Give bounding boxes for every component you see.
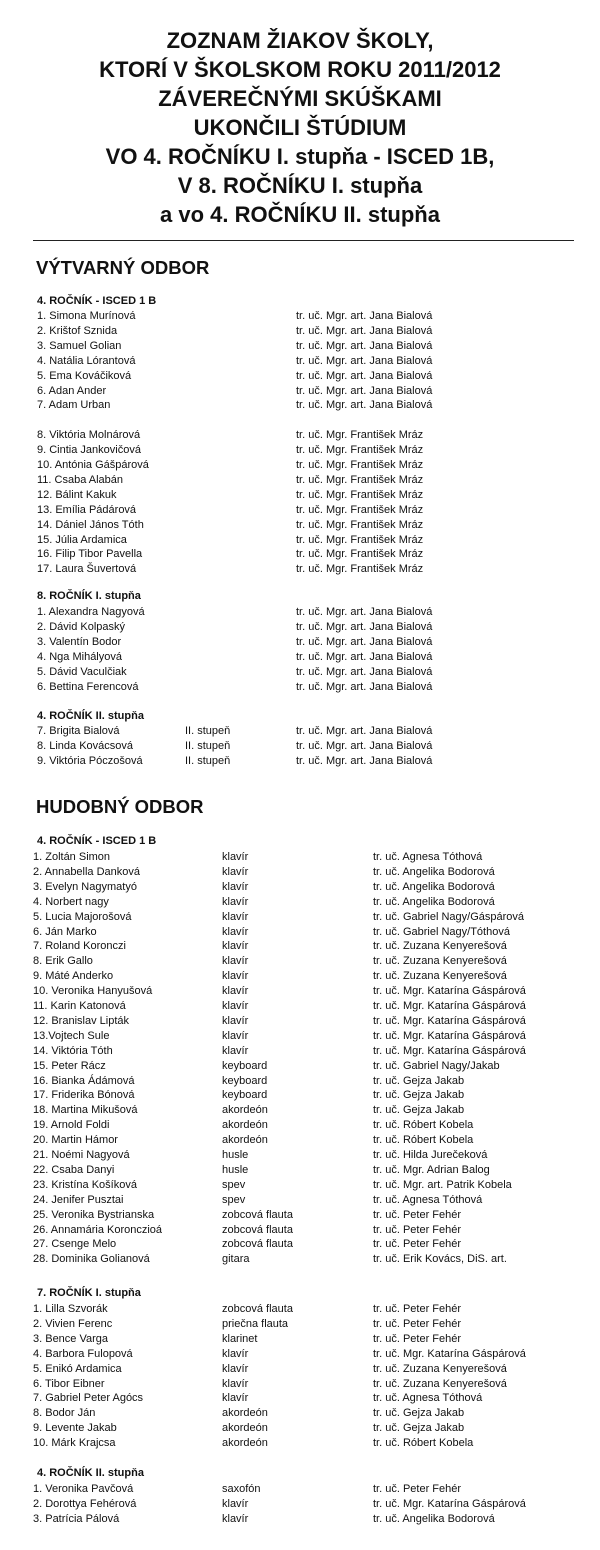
student-name: 8. Erik Gallo: [33, 955, 93, 968]
teacher-name: tr. uč. Peter Fehér: [373, 1332, 462, 1345]
student-name: 3. Samuel Golian: [37, 339, 122, 352]
student-name: 17. Friderika Bónová: [33, 1089, 135, 1102]
student-instrument: klavír: [222, 940, 249, 953]
student-instrument: gitara: [222, 1253, 250, 1266]
student-name: 4. Norbert nagy: [33, 895, 109, 908]
student-name: 7. Roland Koronczi: [33, 940, 126, 953]
teacher-name: tr. uč. Hilda Jurečeková: [373, 1149, 488, 1161]
student-name: 26. Annamária Koronczioá: [33, 1223, 163, 1236]
student-name: 15. Peter Rácz: [33, 1059, 106, 1072]
student-name: 2. Vivien Ferenc: [33, 1317, 113, 1330]
student-name: 16. Bianka Ádámová: [33, 1074, 135, 1087]
student-name: 7. Brigita Bialová: [37, 725, 120, 737]
teacher-name: tr. uč. Mgr. František Mráz: [296, 533, 424, 546]
student-name: 10. Antónia Gášpárová: [37, 459, 149, 471]
teacher-name: tr. uč. Mgr. art. Patrik Kobela: [373, 1178, 512, 1191]
student-name: 21. Noémi Nagyová: [33, 1149, 130, 1161]
teacher-name: tr. uč. Mgr. art. Jana Bialová: [296, 399, 433, 412]
student-instrument: klavír: [222, 1377, 249, 1390]
teacher-name: tr. uč. Mgr. Katarína Gáspárová: [373, 1014, 526, 1027]
student-name: 9. Cintia Jankovičová: [37, 444, 141, 457]
student-name: 12. Bálint Kakuk: [37, 488, 117, 501]
student-name: 2. Dorottya Fehérová: [33, 1497, 137, 1510]
student-name: 20. Martin Hámor: [33, 1134, 118, 1147]
title-line: ZÁVEREČNÝMI SKÚŠKAMI: [158, 86, 442, 111]
student-instrument: akordeón: [222, 1119, 268, 1132]
teacher-name: tr. uč. Mgr. art. Jana Bialová: [296, 620, 433, 633]
student-name: 3. Patrícia Pálová: [33, 1512, 120, 1525]
student-name: 11. Csaba Alabán: [37, 473, 124, 486]
teacher-name: tr. uč. Mgr. František Mráz: [296, 459, 424, 471]
title-divider: [33, 240, 574, 241]
teacher-name: tr. uč. Zuzana Kenyerešová: [373, 940, 507, 953]
student-name: 8. Linda Kovácsová: [37, 739, 134, 752]
student-level: II. stupeň: [185, 754, 231, 767]
teacher-name: tr. uč. Angelika Bodorová: [373, 895, 495, 908]
group-heading: 4. ROČNÍK - ISCED 1 B: [37, 835, 157, 847]
student-name: 9. Levente Jakab: [33, 1422, 117, 1435]
group-heading: 4. ROČNÍK II. stupňa: [37, 710, 144, 722]
student-name: 10. Veronika Hanyušová: [33, 985, 153, 998]
student-instrument: akordeón: [222, 1134, 268, 1147]
teacher-name: tr. uč. Mgr. Katarína Gáspárová: [373, 1029, 526, 1042]
student-instrument: klavír: [222, 910, 249, 923]
student-instrument: akordeón: [222, 1407, 268, 1420]
student-name: 6. Tibor Eibner: [33, 1377, 105, 1390]
student-name: 6. Ján Marko: [33, 925, 97, 938]
student-instrument: akordeón: [222, 1104, 268, 1117]
section-title-vytvarny: VÝTVARNÝ ODBOR: [36, 257, 210, 278]
student-instrument: zobcová flauta: [222, 1208, 293, 1221]
student-name: 5. Enikó Ardamica: [33, 1362, 122, 1375]
student-name: 3. Valentín Bodor: [37, 635, 122, 648]
student-name: 2. Annabella Danková: [33, 865, 141, 878]
teacher-name: tr. uč. Gejza Jakab: [373, 1104, 465, 1117]
student-name: 9. Viktória Póczošová: [37, 754, 143, 767]
teacher-name: tr. uč. Angelika Bodorová: [373, 880, 495, 893]
teacher-name: tr. uč. Peter Fehér: [373, 1238, 462, 1251]
teacher-name: tr. uč. Róbert Kobela: [373, 1134, 474, 1147]
teacher-name: tr. uč. Mgr. art. Jana Bialová: [296, 310, 433, 322]
student-name: 27. Csenge Melo: [33, 1238, 117, 1251]
teacher-name: tr. uč. Mgr. art. Jana Bialová: [296, 324, 433, 337]
title-line: V 8. ROČNÍKU I. stupňa: [177, 173, 423, 198]
student-name: 19. Arnold Foldi: [33, 1119, 110, 1132]
teacher-name: tr. uč. Mgr. art. Jana Bialová: [296, 606, 433, 618]
student-name: 4. Nga Mihályová: [37, 650, 122, 663]
student-instrument: klavír: [222, 1392, 249, 1405]
student-name: 22. Csaba Danyi: [33, 1163, 115, 1176]
teacher-name: tr. uč. Agnesa Tóthová: [373, 851, 483, 863]
title-line: VO 4. ROČNÍKU I. stupňa - ISCED 1B,: [105, 144, 495, 169]
teacher-name: tr. uč. Gabriel Nagy/Jakab: [373, 1059, 500, 1072]
student-name: 11. Karin Katonová: [33, 1000, 126, 1012]
title-line: KTORÍ V ŠKOLSKOM ROKU 2011/2012: [99, 57, 501, 82]
student-level: II. stupeň: [185, 725, 231, 737]
student-name: 1. Alexandra Nagyová: [37, 606, 145, 618]
student-instrument: husle: [222, 1149, 249, 1161]
teacher-name: tr. uč. Agnesa Tóthová: [373, 1193, 483, 1206]
teacher-name: tr. uč. Mgr. Katarína Gáspárová: [373, 985, 526, 998]
teacher-name: tr. uč. Agnesa Tóthová: [373, 1392, 483, 1405]
student-instrument: klavír: [222, 985, 249, 998]
teacher-name: tr. uč. Peter Fehér: [373, 1223, 462, 1236]
student-name: 1. Simona Murínová: [37, 310, 136, 322]
student-instrument: keyboard: [222, 1074, 268, 1087]
teacher-name: tr. uč. Mgr. art. Jana Bialová: [296, 635, 433, 648]
student-name: 23. Kristína Košíková: [33, 1178, 137, 1191]
student-level: II. stupeň: [185, 739, 231, 752]
teacher-name: tr. uč. Mgr. art. Jana Bialová: [296, 650, 433, 663]
student-name: 28. Dominika Golianová: [33, 1253, 150, 1266]
student-name: 9. Máté Anderko: [33, 970, 114, 983]
student-instrument: akordeón: [222, 1422, 268, 1435]
teacher-name: tr. uč. Gabriel Nagy/Gáspárová: [373, 910, 525, 923]
group-heading: 4. ROČNÍK II. stupňa: [37, 1467, 144, 1479]
teacher-name: tr. uč. Mgr. František Mráz: [296, 473, 424, 486]
student-instrument: zobcová flauta: [222, 1238, 293, 1251]
teacher-name: tr. uč. Mgr. Katarína Gáspárová: [373, 1497, 526, 1510]
student-instrument: spev: [222, 1178, 246, 1191]
teacher-name: tr. uč. Mgr. art. Jana Bialová: [296, 680, 433, 693]
student-instrument: klavír: [222, 1000, 249, 1012]
teacher-name: tr. uč. Gabriel Nagy/Tóthová: [373, 925, 510, 938]
student-name: 1. Lilla Szvorák: [33, 1303, 108, 1315]
student-instrument: klavír: [222, 865, 249, 878]
student-instrument: klavír: [222, 895, 249, 908]
student-instrument: klavír: [222, 1014, 249, 1027]
group-heading: 8. ROČNÍK I. stupňa: [37, 590, 141, 602]
teacher-name: tr. uč. Angelika Bodorová: [373, 865, 495, 878]
student-name: 13. Emília Pádárová: [37, 503, 137, 516]
teacher-name: tr. uč. Mgr. Katarína Gáspárová: [373, 1347, 526, 1360]
student-name: 8. Bodor Ján: [33, 1407, 96, 1420]
student-name: 12. Branislav Lipták: [33, 1014, 129, 1027]
student-name: 17. Laura Šuvertová: [37, 563, 137, 576]
student-instrument: klarinet: [222, 1332, 258, 1345]
student-name: 7. Adam Urban: [37, 399, 111, 412]
teacher-name: tr. uč. Peter Fehér: [373, 1483, 462, 1495]
teacher-name: tr. uč. Mgr. art. Jana Bialová: [296, 339, 433, 352]
student-name: 24. Jenifer Pusztai: [33, 1193, 124, 1206]
student-instrument: klavír: [222, 955, 249, 968]
student-instrument: spev: [222, 1193, 246, 1206]
student-name: 1. Veronika Pavčová: [33, 1483, 134, 1495]
student-name: 5. Dávid Vaculčiak: [37, 665, 127, 678]
teacher-name: tr. uč. Mgr. František Mráz: [296, 518, 424, 531]
document-title: [0, 26, 600, 229]
student-name: 3. Evelyn Nagymatyó: [33, 880, 137, 893]
student-instrument: klavír: [222, 1347, 249, 1360]
student-name: 4. Natália Lórantová: [37, 354, 136, 367]
student-name: 6. Bettina Ferencová: [37, 680, 139, 693]
teacher-name: tr. uč. Peter Fehér: [373, 1317, 462, 1330]
teacher-name: tr. uč. Mgr. art. Jana Bialová: [296, 369, 433, 382]
teacher-name: tr. uč. Gejza Jakab: [373, 1407, 465, 1420]
student-name: 25. Veronika Bystrianska: [33, 1208, 155, 1221]
student-instrument: saxofón: [222, 1483, 261, 1495]
group-heading: 4. ROČNÍK - ISCED 1 B: [37, 295, 157, 307]
teacher-name: tr. uč. Erik Kovács, DiS. art.: [373, 1253, 507, 1266]
student-name: 13.Vojtech Sule: [33, 1029, 110, 1042]
teacher-name: tr. uč. Gejza Jakab: [373, 1422, 465, 1435]
teacher-name: tr. uč. Mgr. František Mráz: [296, 444, 424, 457]
teacher-name: tr. uč. Gejza Jakab: [373, 1089, 465, 1102]
student-instrument: zobcová flauta: [222, 1223, 293, 1236]
student-instrument: priečna flauta: [222, 1317, 289, 1330]
teacher-name: tr. uč. Mgr. František Mráz: [296, 488, 424, 501]
student-name: 5. Ema Kováčiková: [37, 369, 132, 382]
teacher-name: tr. uč. Peter Fehér: [373, 1303, 462, 1315]
student-name: 1. Zoltán Simon: [33, 851, 111, 863]
teacher-name: tr. uč. Zuzana Kenyerešová: [373, 955, 507, 968]
teacher-name: tr. uč. Mgr. art. Jana Bialová: [296, 665, 433, 678]
student-instrument: husle: [222, 1163, 249, 1176]
section-title-hudobny: HUDOBNÝ ODBOR: [36, 796, 204, 817]
student-name: 15. Júlia Ardamica: [37, 533, 127, 546]
teacher-name: tr. uč. Mgr. František Mráz: [296, 548, 424, 561]
group-heading: 7. ROČNÍK I. stupňa: [37, 1287, 141, 1299]
student-name: 4. Barbora Fulopová: [33, 1347, 133, 1360]
student-name: 8. Viktória Molnárová: [37, 429, 141, 442]
teacher-name: tr. uč. Mgr. art. Jana Bialová: [296, 754, 433, 767]
teacher-name: tr. uč. Zuzana Kenyerešová: [373, 970, 507, 983]
teacher-name: tr. uč. Róbert Kobela: [373, 1119, 474, 1132]
student-instrument: klavír: [222, 880, 249, 893]
title-line: UKONČILI ŠTÚDIUM: [193, 115, 407, 140]
student-instrument: klavír: [222, 1512, 249, 1525]
student-name: 2. Krištof Sznida: [37, 324, 118, 337]
student-instrument: klavír: [222, 1044, 249, 1057]
teacher-name: tr. uč. Mgr. art. Jana Bialová: [296, 354, 433, 367]
student-instrument: klavír: [222, 1497, 249, 1510]
student-name: 10. Márk Krajcsa: [33, 1437, 116, 1450]
student-instrument: klavír: [222, 1362, 249, 1375]
student-name: 2. Dávid Kolpaský: [37, 620, 126, 633]
student-instrument: zobcová flauta: [222, 1303, 293, 1315]
student-instrument: akordeón: [222, 1437, 268, 1450]
student-name: 14. Viktória Tóth: [33, 1044, 113, 1057]
teacher-name: tr. uč. Mgr. Katarína Gáspárová: [373, 1000, 526, 1012]
title-line: a vo 4. ROČNÍKU II. stupňa: [160, 202, 440, 227]
teacher-name: tr. uč. Mgr. Katarína Gáspárová: [373, 1044, 526, 1057]
teacher-name: tr. uč. Mgr. František Mráz: [296, 429, 424, 442]
student-name: 5. Lucia Majorošová: [33, 910, 132, 923]
teacher-name: tr. uč. Mgr. Adrian Balog: [373, 1163, 490, 1176]
teacher-name: tr. uč. Zuzana Kenyerešová: [373, 1377, 507, 1390]
student-name: 14. Dániel János Tóth: [37, 518, 144, 531]
student-instrument: keyboard: [222, 1089, 268, 1102]
teacher-name: tr. uč. Róbert Kobela: [373, 1437, 474, 1450]
teacher-name: tr. uč. Mgr. František Mráz: [296, 563, 424, 576]
title-line: ZOZNAM ŽIAKOV ŠKOLY,: [166, 28, 434, 53]
teacher-name: tr. uč. Mgr. art. Jana Bialová: [296, 384, 433, 397]
student-name: 6. Adan Ander: [37, 384, 107, 397]
teacher-name: tr. uč. Mgr. František Mráz: [296, 503, 424, 516]
student-instrument: keyboard: [222, 1059, 268, 1072]
teacher-name: tr. uč. Zuzana Kenyerešová: [373, 1362, 507, 1375]
teacher-name: tr. uč. Angelika Bodorová: [373, 1512, 495, 1525]
teacher-name: tr. uč. Peter Fehér: [373, 1208, 462, 1221]
student-name: 3. Bence Varga: [33, 1332, 109, 1345]
student-instrument: klavír: [222, 1029, 249, 1042]
student-instrument: klavír: [222, 851, 249, 863]
student-instrument: klavír: [222, 970, 249, 983]
teacher-name: tr. uč. Gejza Jakab: [373, 1074, 465, 1087]
student-name: 18. Martina Mikušová: [33, 1104, 138, 1117]
student-name: 7. Gabriel Peter Agócs: [33, 1392, 144, 1405]
student-instrument: klavír: [222, 925, 249, 938]
student-name: 16. Filip Tibor Pavella: [37, 548, 143, 561]
teacher-name: tr. uč. Mgr. art. Jana Bialová: [296, 725, 433, 737]
teacher-name: tr. uč. Mgr. art. Jana Bialová: [296, 739, 433, 752]
